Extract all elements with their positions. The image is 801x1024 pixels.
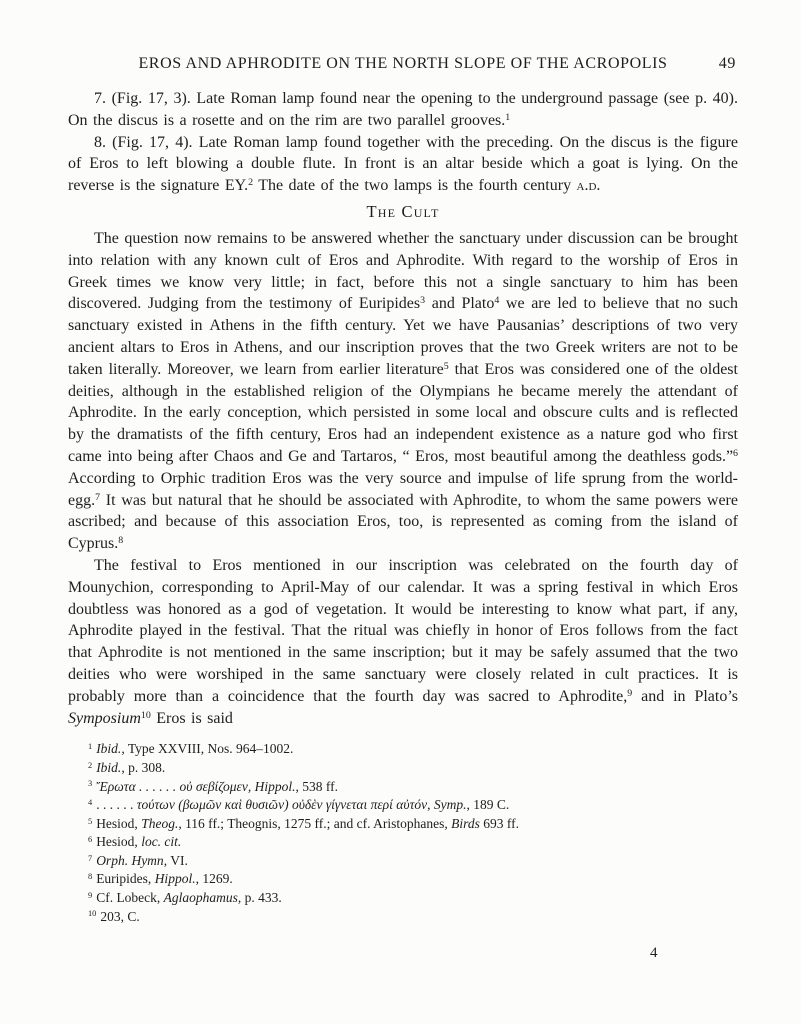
footnote-2 xyxy=(68,759,738,778)
footnote-text: Hesiod, loc. cit. xyxy=(96,834,182,850)
footnote-8 xyxy=(68,870,738,889)
footnote-marker: 6 xyxy=(88,835,93,845)
footnote-marker: 1 xyxy=(88,742,93,752)
cult-paragraph-2: The festival to Eros mentioned in our inscription was celebrated on the fourth day of Mounychion, corresponding to April-May of our calendar. It was a spring festival in which Eros doubtless was honored as a god of vegetation. It would be interesting to know what part, if any, Aphrodite played in the festival. That the ritual was chiefly in honor of Eros follows from the fact that Aphrodite is not mentioned in the same inscription; but it may be safely assumed that the two deities who were worshiped in the same sanctuary were closely related in cult practices. It is probably more than a coincidence that the fourth day was sacred to Aphrodite,$^9$ and in Plato’s Symposium$^{10}$ Eros is said xyxy=(68,556,739,727)
footnote-7 xyxy=(68,852,738,871)
footnote-1 xyxy=(68,740,738,759)
footnote-marker: 5 xyxy=(88,816,93,826)
catalogue-entry-7: 7. (Fig. 17, 3). Late Roman lamp found near the opening to the underground passage (see p. 40). On the discus is a rosette and on the rim are two parallel grooves.$^1$ xyxy=(68,90,738,129)
running-head-title: EROS AND APHRODITE ON THE NORTH SLOPE OF THE ACROPOLIS xyxy=(138,55,668,72)
footnote-text: Ibid., Type XXVIII, Nos. 964–1002. xyxy=(96,741,294,757)
footnote-text: Euripides, Hippol., 1269. xyxy=(96,871,233,887)
footnote-5 xyxy=(68,815,738,834)
footnote-text: Cf. Lobeck, Aglaophamus, p. 433. xyxy=(96,890,282,906)
footnote-text: Orph. Hymn, VI. xyxy=(96,852,188,868)
page-number: 49 xyxy=(718,55,736,72)
footnote-6 xyxy=(68,833,738,852)
footnote-marker: 4 xyxy=(88,797,93,807)
footnote-text: 203, C. xyxy=(100,908,140,924)
footnote-marker: 8 xyxy=(88,872,93,882)
footnote-text: . . . . . . τούτων (βωμῶν καὶ θυσιῶν) οὐδὲν γίγνεται περί αὐτόν, Symp., 189 C. xyxy=(96,797,510,813)
footnote-3 xyxy=(68,778,738,797)
footnote-marker: 10 xyxy=(88,909,97,919)
footnote-4 xyxy=(68,796,738,815)
section-heading: The Cult xyxy=(366,201,440,221)
catalogue-entry-8: 8. (Fig. 17, 4). Late Roman lamp found together with the preceding. On the discus is the figure of Eros to left blowing a double flute. In front is an altar beside which a goat is lying. On the reverse is the signature EY.$^2$ The date of the two lamps is the fourth century a.d. xyxy=(68,133,738,195)
footnote-text: Ἔρωτα . . . . . . οὐ σεβίζομεν, Hippol., 538 ff. xyxy=(96,778,338,794)
cult-paragraph-1: The question now remains to be answered whether the sanctuary under discussion can be brought into relation with any known cult of Eros and Aphrodite. With regard to the worship of Eros in Greek times we know very little; in fact, before this not a single sanctuary to him has been discovered. Judging from the testimony of Euripides$^3$ and Plato$^4$ we are led to believe that no such sanctuary existed in Athens in the fifth century. Yet we have Pausanias’ descriptions of two very ancient altars to Eros in Athens, and our inscription proves that the two Greek writers are not to be taken literally. Moreover, we learn from earlier literature$^5$ that Eros was considered one of the oldest deities, although in the established religion of the Olympians he became merely the attendant of Aphrodite. In the early conception, which persisted in some local and obscure cults and is reflected by the dramatists of the fifth century, Eros had an independent existence as a nature god who first came into being after Chaos and Ge and Tartaros, “ Eros, most beautiful among the deathless gods.”$^6$ According to Orphic tradition Eros was the very source and impulse of life sprung from the world-egg.$^7$ It was but natural that he should be associated with Aphrodite, to whom the same powers were ascribed; and because of this association Eros, too, is represented as coming from the island of Cyprus.$^8$ xyxy=(68,229,738,553)
footnote-marker: 9 xyxy=(88,890,93,900)
footnote-10 xyxy=(68,908,738,927)
footnote-text: Ibid., p. 308. xyxy=(96,759,166,775)
text-column xyxy=(68,55,738,926)
footnotes-block xyxy=(68,740,738,926)
running-head xyxy=(68,55,738,73)
footnote-marker: 7 xyxy=(88,853,93,863)
footnote-marker: 3 xyxy=(88,779,93,789)
footnote-text: Hesiod, Theog., 116 ff.; Theognis, 1275 ff.; and cf. Aristophanes, Birds 693 ff. xyxy=(96,815,520,831)
footnote-marker: 2 xyxy=(88,760,93,770)
footnote-9 xyxy=(68,889,738,908)
signature-mark: 4 xyxy=(650,945,658,961)
